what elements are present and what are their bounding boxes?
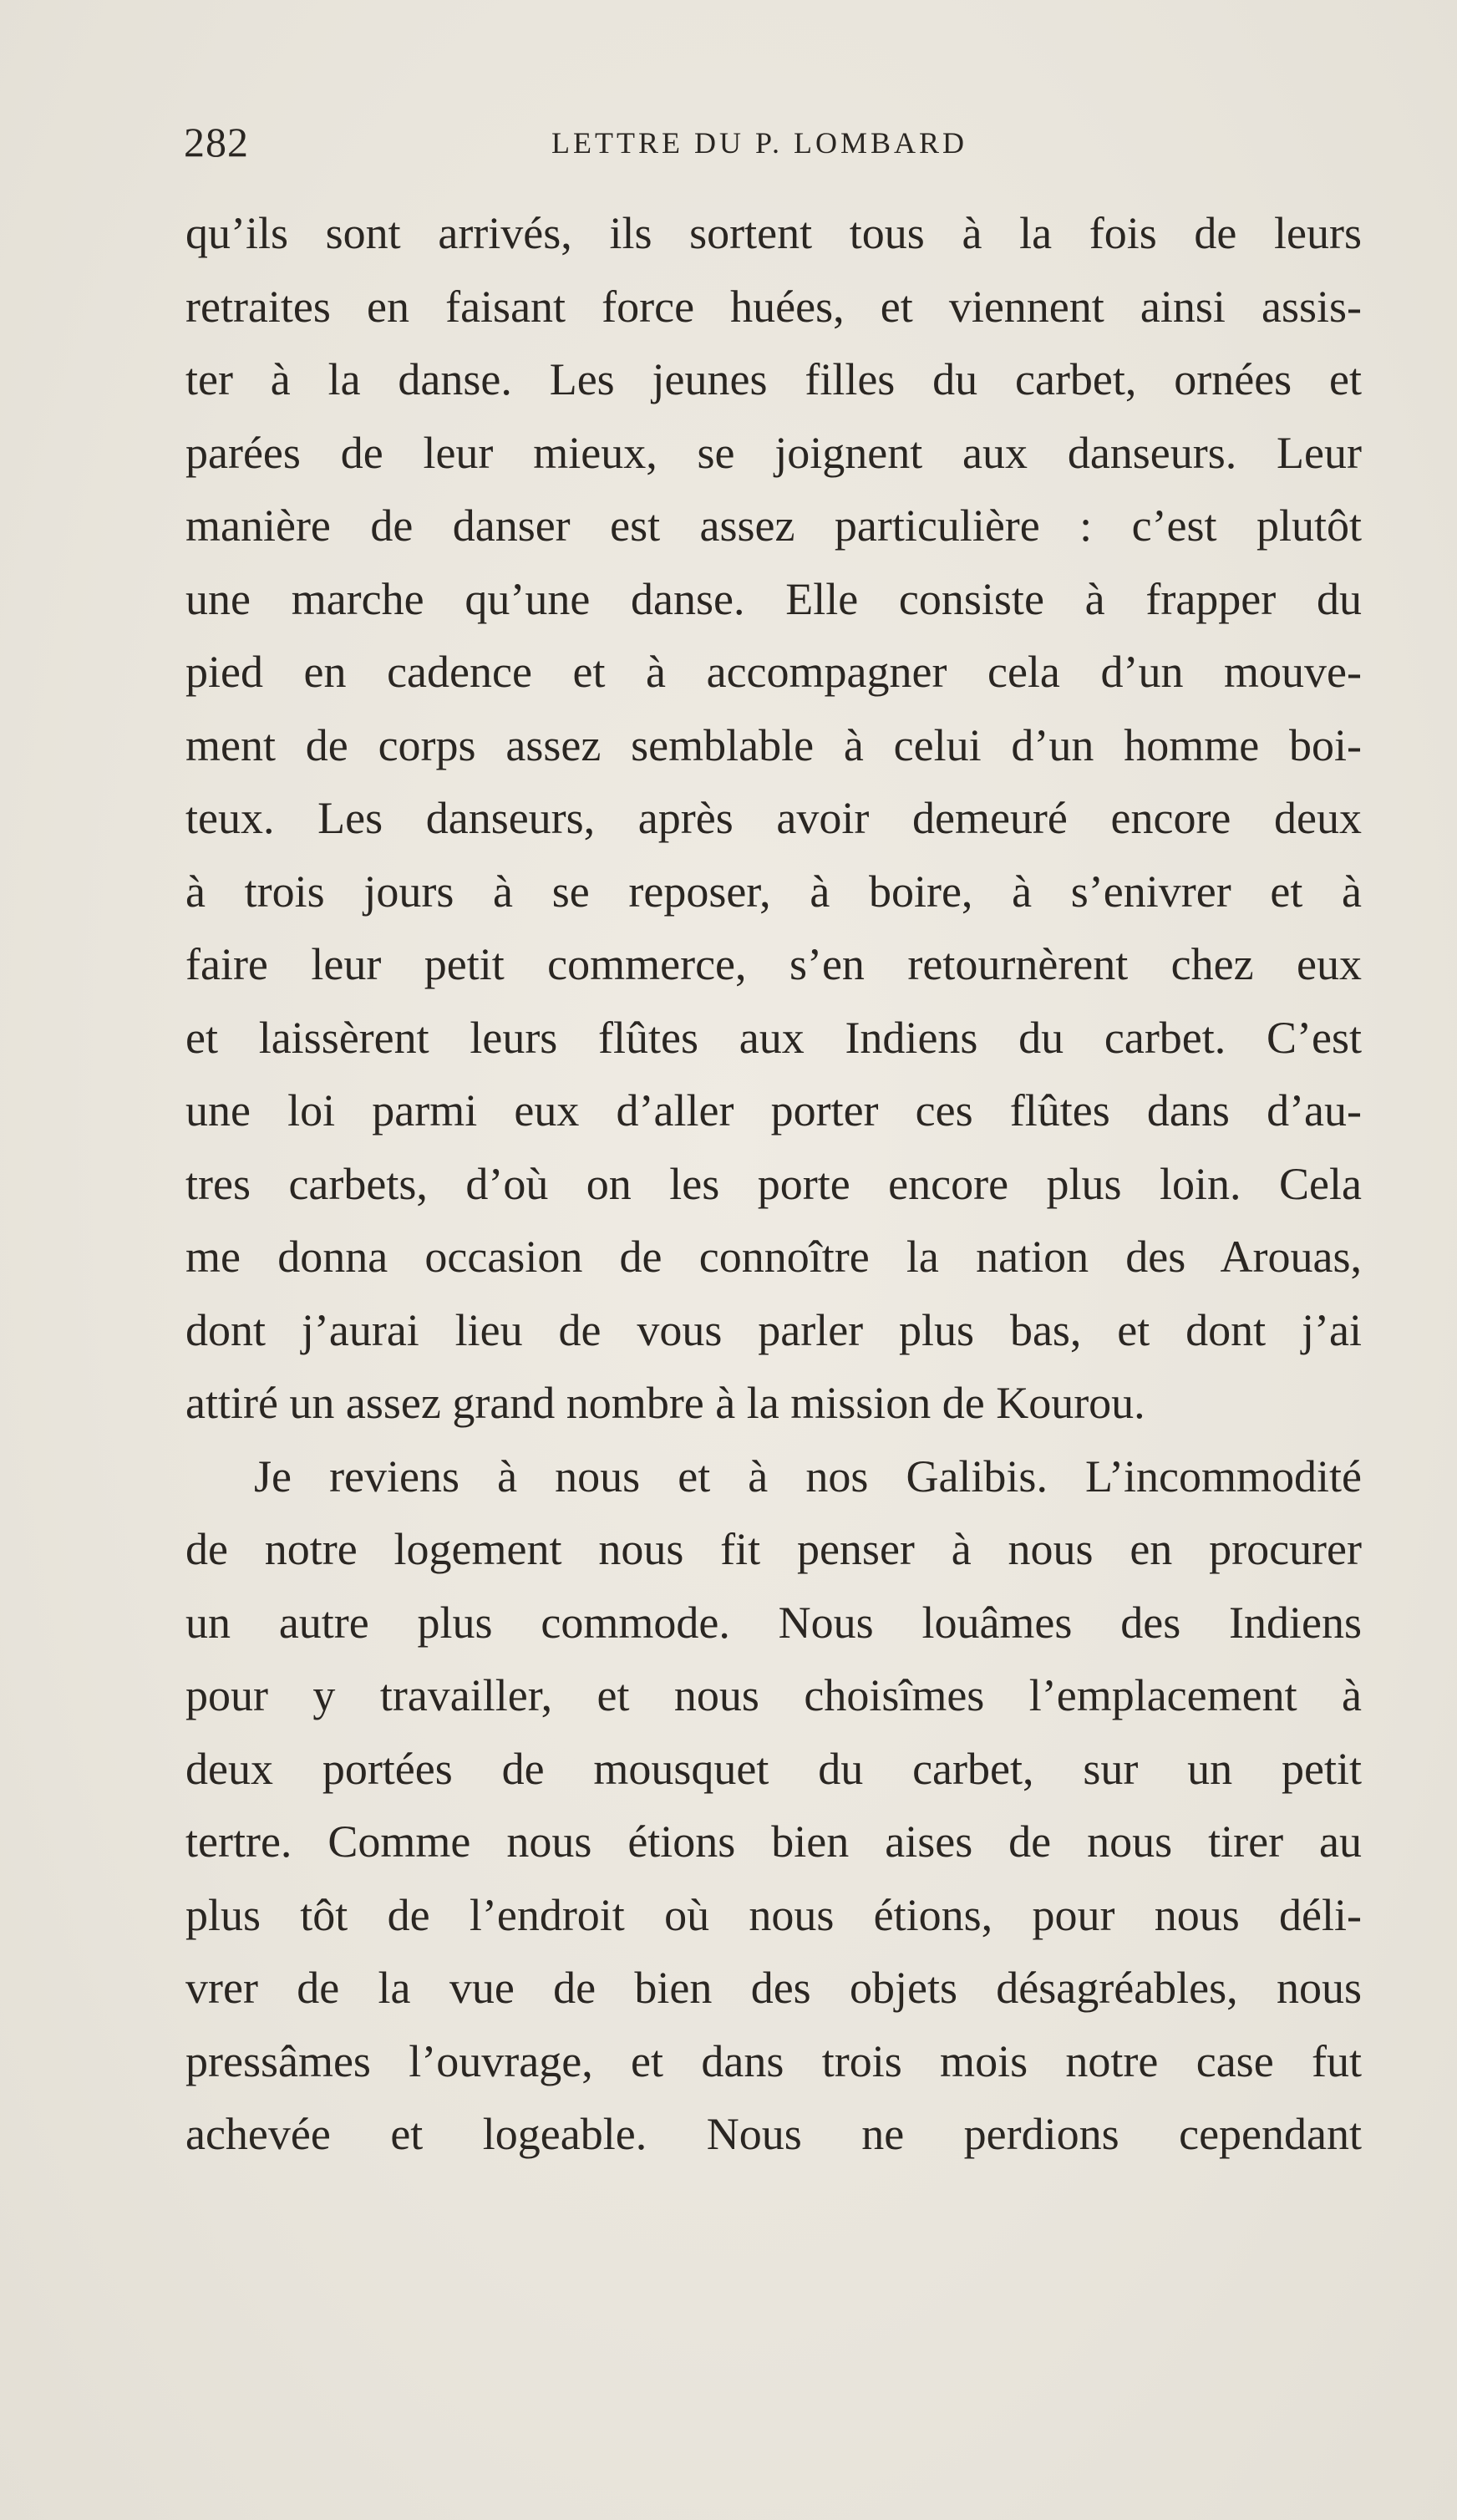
- text-line: ter à la danse. Les jeunes filles du carbet, ornées et: [185, 354, 1362, 404]
- text-line: achevée et logeable. Nous ne perdions cependant: [185, 2109, 1362, 2159]
- text-line: deux portées de mousquet du carbet, sur un petit: [185, 1743, 1362, 1794]
- text-line: une loi parmi eux d’aller porter ces flûtes dans d’au-: [185, 1085, 1362, 1136]
- text-line: vrer de la vue de bien des objets désagréables, nous: [185, 1963, 1362, 2013]
- text-line: de notre logement nous fit penser à nous en procurer: [185, 1524, 1362, 1574]
- text-line-paragraph-start: Je reviens à nous et à nos Galibis. L’incommodité: [254, 1451, 1362, 1501]
- text-line: plus tôt de l’endroit où nous étions, pour nous déli-: [185, 1889, 1362, 1940]
- text-line: tres carbets, d’où on les porte encore plus loin. Cela: [185, 1158, 1362, 1209]
- text-line: manière de danser est assez particulière : c’est plutôt: [185, 500, 1362, 551]
- text-line: un autre plus commode. Nous louâmes des Indiens: [185, 1597, 1362, 1648]
- text-line: et laissèrent leurs flûtes aux Indiens du carbet. C’est: [185, 1012, 1362, 1063]
- text-line: qu’ils sont arrivés, ils sortent tous à la fois de leurs: [185, 208, 1362, 258]
- text-line: à trois jours à se reposer, à boire, à s’enivrer et à: [185, 866, 1362, 917]
- text-line: pour y travailler, et nous choisîmes l’emplacement à: [185, 1670, 1362, 1720]
- text-line: tertre. Comme nous étions bien aises de nous tirer au: [185, 1816, 1362, 1867]
- text-line: me donna occasion de connoître la nation des Arouas,: [185, 1232, 1362, 1282]
- text-line: ment de corps assez semblable à celui d’un homme boi-: [185, 719, 1362, 770]
- text-line: pied en cadence et à accompagner cela d’un mouve-: [185, 647, 1362, 697]
- text-line: une marche qu’une danse. Elle consiste à frapper du: [185, 573, 1362, 624]
- page-number: 282: [184, 119, 249, 165]
- text-line: teux. Les danseurs, après avoir demeuré encore deux: [185, 793, 1362, 843]
- text-line: pressâmes l’ouvrage, et dans trois mois notre case fut: [185, 2035, 1362, 2086]
- running-head: [184, 117, 1370, 167]
- body-text: [185, 197, 1362, 2172]
- text-line: parées de leur mieux, se joignent aux danseurs. Leur: [185, 427, 1362, 478]
- text-line: faire leur petit commerce, s’en retournèrent chez eux: [185, 939, 1362, 989]
- text-line: dont j’aurai lieu de vous parler plus bas, et dont j’ai: [185, 1304, 1362, 1355]
- running-title: LETTRE DU P. LOMBARD: [551, 126, 968, 160]
- text-line: retraites en faisant force huées, et viennent ainsi assis-: [185, 281, 1362, 332]
- text-line-paragraph-end: attiré un assez grand nombre à la mission de Kourou.: [185, 1378, 1145, 1428]
